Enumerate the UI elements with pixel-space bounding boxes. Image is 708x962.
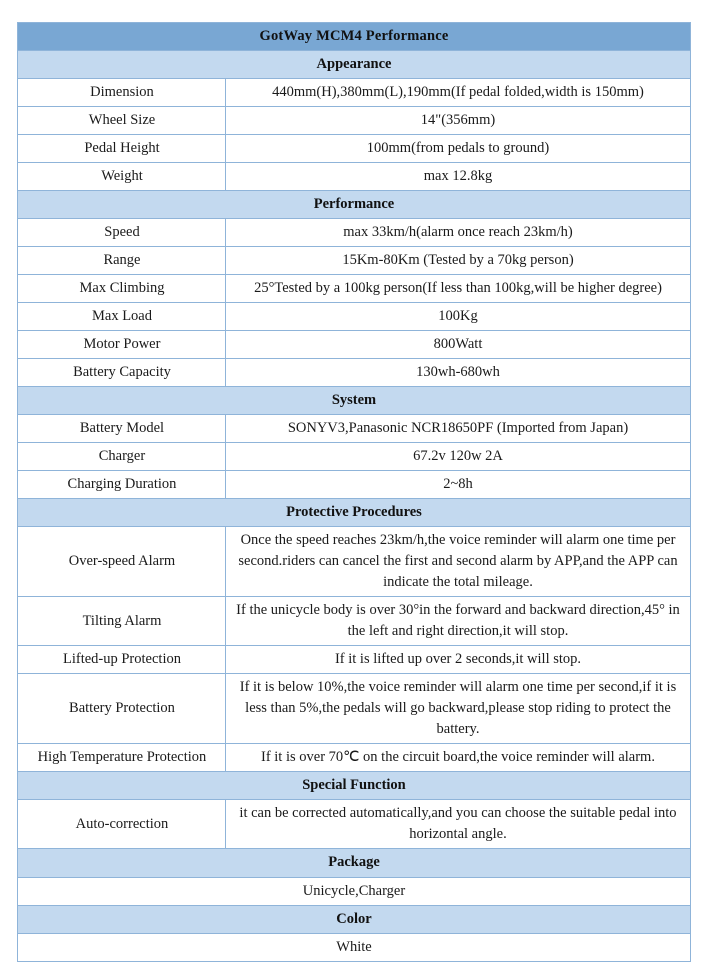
row-value: Unicycle,Charger bbox=[18, 877, 690, 905]
row-label: Charging Duration bbox=[18, 471, 226, 499]
table-row bbox=[18, 247, 690, 275]
table-row bbox=[18, 79, 690, 107]
table-row bbox=[18, 877, 690, 905]
row-value: 67.2v 120w 2A bbox=[226, 443, 690, 471]
row-value: 800Watt bbox=[226, 331, 690, 359]
row-label: Charger bbox=[18, 443, 226, 471]
row-label: High Temperature Protection bbox=[18, 744, 226, 772]
section-header-row bbox=[18, 905, 690, 933]
row-value: 100mm(from pedals to ground) bbox=[226, 135, 690, 163]
row-label: Battery Model bbox=[18, 415, 226, 443]
table-row bbox=[18, 219, 690, 247]
row-label: Weight bbox=[18, 163, 226, 191]
table-row bbox=[18, 443, 690, 471]
section-heading-appearance: Appearance bbox=[18, 51, 690, 79]
table-row bbox=[18, 471, 690, 499]
row-label: Over-speed Alarm bbox=[18, 527, 226, 597]
row-value: White bbox=[18, 933, 690, 961]
section-header-row bbox=[18, 499, 690, 527]
row-value: max 12.8kg bbox=[226, 163, 690, 191]
section-heading-protective-procedures: Protective Procedures bbox=[18, 499, 690, 527]
row-label: Pedal Height bbox=[18, 135, 226, 163]
row-label: Max Load bbox=[18, 303, 226, 331]
row-label: Motor Power bbox=[18, 331, 226, 359]
row-value: 100Kg bbox=[226, 303, 690, 331]
row-value: 14"(356mm) bbox=[226, 107, 690, 135]
section-heading-system: System bbox=[18, 387, 690, 415]
table-row bbox=[18, 135, 690, 163]
row-value: 25°Tested by a 100kg person(If less than 100kg,will be higher degree) bbox=[226, 275, 690, 303]
row-value: If it is below 10%,the voice reminder will alarm one time per second,if it is less than 5%,the pedals will go backward,please stop riding to protect the battery. bbox=[226, 674, 690, 744]
row-value: it can be corrected automatically,and you can choose the suitable pedal into horizontal angle. bbox=[226, 800, 690, 849]
row-value: max 33km/h(alarm once reach 23km/h) bbox=[226, 219, 690, 247]
table-row bbox=[18, 359, 690, 387]
table-row bbox=[18, 331, 690, 359]
row-label: Wheel Size bbox=[18, 107, 226, 135]
section-heading-special-function: Special Function bbox=[18, 772, 690, 800]
section-header-row bbox=[18, 387, 690, 415]
section-header-row bbox=[18, 51, 690, 79]
section-heading-package: Package bbox=[18, 849, 690, 877]
row-label: Battery Protection bbox=[18, 674, 226, 744]
section-header-row bbox=[18, 191, 690, 219]
row-value: Once the speed reaches 23km/h,the voice reminder will alarm one time per second.riders can cancel the first and second alarm by APP,and the APP can indicate the total mileage. bbox=[226, 527, 690, 597]
row-value: 15Km-80Km (Tested by a 70kg person) bbox=[226, 247, 690, 275]
table-row bbox=[18, 933, 690, 961]
row-value: 2~8h bbox=[226, 471, 690, 499]
table-row bbox=[18, 744, 690, 772]
section-header-row bbox=[18, 772, 690, 800]
section-heading-color: Color bbox=[18, 905, 690, 933]
row-label: Auto-correction bbox=[18, 800, 226, 849]
row-label: Dimension bbox=[18, 79, 226, 107]
row-value: 440mm(H),380mm(L),190mm(If pedal folded,width is 150mm) bbox=[226, 79, 690, 107]
table-row bbox=[18, 275, 690, 303]
row-label: Speed bbox=[18, 219, 226, 247]
row-value: If it is over 70℃ on the circuit board,the voice reminder will alarm. bbox=[226, 744, 690, 772]
section-heading-performance: Performance bbox=[18, 191, 690, 219]
section-header-row bbox=[18, 849, 690, 877]
table-row bbox=[18, 597, 690, 646]
row-value: If the unicycle body is over 30°in the forward and backward direction,45° in the left and right direction,it will stop. bbox=[226, 597, 690, 646]
row-value: If it is lifted up over 2 seconds,it will stop. bbox=[226, 646, 690, 674]
row-value: SONYV3,Panasonic NCR18650PF (Imported from Japan) bbox=[226, 415, 690, 443]
row-label: Range bbox=[18, 247, 226, 275]
title-row bbox=[18, 23, 690, 51]
table-row bbox=[18, 527, 690, 597]
row-label: Battery Capacity bbox=[18, 359, 226, 387]
specification-table bbox=[17, 22, 690, 962]
row-label: Max Climbing bbox=[18, 275, 226, 303]
row-label: Lifted-up Protection bbox=[18, 646, 226, 674]
table-row bbox=[18, 646, 690, 674]
table-row bbox=[18, 800, 690, 849]
table-row bbox=[18, 107, 690, 135]
table-row bbox=[18, 303, 690, 331]
table-body bbox=[18, 23, 690, 962]
table-row bbox=[18, 163, 690, 191]
row-value: 130wh-680wh bbox=[226, 359, 690, 387]
table-row bbox=[18, 674, 690, 744]
table-row bbox=[18, 415, 690, 443]
row-label: Tilting Alarm bbox=[18, 597, 226, 646]
page-title: GotWay MCM4 Performance bbox=[18, 23, 690, 51]
